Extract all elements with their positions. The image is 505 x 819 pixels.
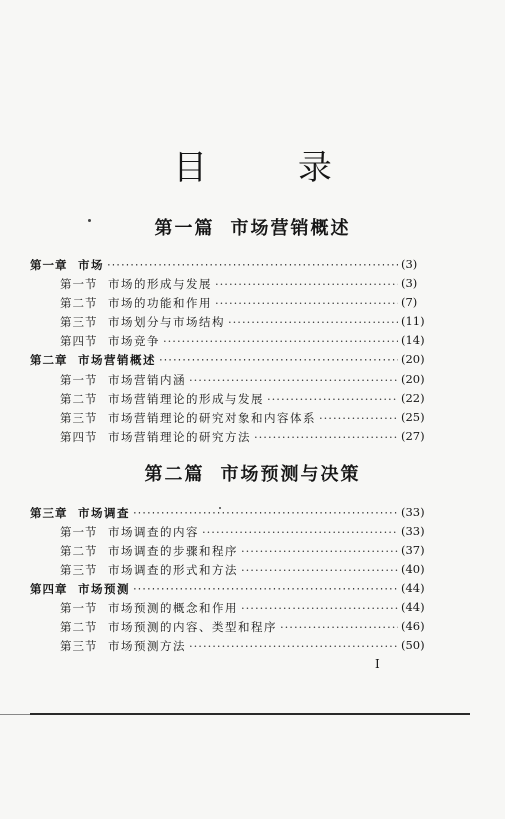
page-number: (11) <box>401 314 425 328</box>
page-number: (44) <box>401 581 425 595</box>
toc-section-entry[interactable] <box>60 600 401 616</box>
page-number: (27) <box>401 429 425 443</box>
section-number: 第二节 <box>60 296 98 310</box>
toc-section-entry[interactable] <box>60 276 401 292</box>
dot-leader <box>228 315 398 329</box>
page-number: (50) <box>401 638 425 652</box>
page-number: (14) <box>401 333 425 347</box>
dot-leader <box>215 277 398 291</box>
section-number: 第三节 <box>60 639 98 653</box>
toc-section-entry[interactable] <box>60 314 401 330</box>
section-number: 第三节 <box>60 315 98 329</box>
section-number: 第二节 <box>60 544 98 558</box>
section-number: 第三节 <box>60 411 98 425</box>
section-number: 第一节 <box>60 373 98 387</box>
section-number: 第一节 <box>60 601 98 615</box>
page-number: (20) <box>401 372 425 386</box>
bottom-rule <box>30 713 470 715</box>
page-title: 目 录 <box>173 148 372 188</box>
part-title: 市场营销概述 <box>230 218 351 239</box>
section-title: 市场竞争 <box>108 334 160 348</box>
section-title: 市场调查的步骤和程序 <box>108 544 238 558</box>
section-number: 第四节 <box>60 430 98 444</box>
dot-leader <box>254 430 398 444</box>
section-number: 第四节 <box>60 334 98 348</box>
section-title: 市场调查的内容 <box>108 525 199 539</box>
dot-leader <box>241 544 398 558</box>
scan-speck <box>88 219 91 222</box>
section-title: 市场预测方法 <box>108 639 186 653</box>
chapter-title: 市场调查 <box>78 506 130 520</box>
dot-leader <box>241 563 398 577</box>
section-title: 市场调查的形式和方法 <box>108 563 238 577</box>
dot-leader <box>267 392 398 406</box>
section-number: 第一节 <box>60 525 98 539</box>
dot-leader <box>202 525 398 539</box>
part-number: 第二篇 <box>144 464 205 485</box>
toc-section-entry[interactable] <box>60 372 401 388</box>
toc-chapter-entry[interactable] <box>30 352 401 368</box>
bottom-rule-left <box>0 714 30 715</box>
page-number: (33) <box>401 505 425 519</box>
dot-leader <box>189 373 398 387</box>
chapter-number: 第三章 <box>30 506 68 520</box>
dot-leader <box>280 620 398 634</box>
chapter-title: 市场预测 <box>78 582 130 596</box>
section-title: 市场划分与市场结构 <box>108 315 225 329</box>
chapter-title: 市场营销概述 <box>78 353 156 367</box>
page-number: (7) <box>401 295 418 309</box>
section-number: 第三节 <box>60 563 98 577</box>
dot-leader <box>133 582 398 596</box>
page-number: (37) <box>401 543 425 557</box>
section-title: 市场预测的概念和作用 <box>108 601 238 615</box>
page-number: (46) <box>401 619 425 633</box>
chapter-title: 市场 <box>78 258 104 272</box>
dot-leader <box>189 639 398 653</box>
section-number: 第一节 <box>60 277 98 291</box>
chapter-number: 第二章 <box>30 353 68 367</box>
section-title: 市场营销理论的研究方法 <box>108 430 251 444</box>
toc-section-entry[interactable] <box>60 562 401 578</box>
toc-chapter-entry[interactable] <box>30 505 401 521</box>
chapter-number: 第一章 <box>30 258 68 272</box>
section-title: 市场的形成与发展 <box>108 277 212 291</box>
dot-leader <box>159 353 398 367</box>
part-title: 市场预测与决策 <box>220 464 361 485</box>
part-heading-2 <box>0 460 505 486</box>
dot-leader <box>241 601 398 615</box>
toc-section-entry[interactable] <box>60 410 401 426</box>
toc-section-entry[interactable] <box>60 638 401 654</box>
page-number: (20) <box>401 352 425 366</box>
section-title: 市场预测的内容、类型和程序 <box>108 620 277 634</box>
page-number: (22) <box>401 391 425 405</box>
toc-section-entry[interactable] <box>60 333 401 349</box>
page-number: (3) <box>401 276 418 290</box>
page-number: (44) <box>401 600 425 614</box>
dot-leader <box>163 334 398 348</box>
section-title: 市场营销内涵 <box>108 373 186 387</box>
page-number: (33) <box>401 524 425 538</box>
toc-section-entry[interactable] <box>60 391 401 407</box>
part-heading-1 <box>0 214 505 240</box>
toc-chapter-entry[interactable] <box>30 581 401 597</box>
toc-section-entry[interactable] <box>60 429 401 445</box>
dot-leader <box>215 296 398 310</box>
folio-page-number: I <box>375 657 380 671</box>
section-title: 市场的功能和作用 <box>108 296 212 310</box>
dot-leader <box>319 411 398 425</box>
page-number: (3) <box>401 257 418 271</box>
dot-leader <box>107 258 398 272</box>
toc-chapter-entry[interactable] <box>30 257 401 273</box>
part-number: 第一篇 <box>154 218 215 239</box>
dot-leader <box>133 506 398 520</box>
page-number: (25) <box>401 410 425 424</box>
page-number: (40) <box>401 562 425 576</box>
section-title: 市场营销理论的研究对象和内容体系 <box>108 411 316 425</box>
toc-section-entry[interactable] <box>60 524 401 540</box>
toc-section-entry[interactable] <box>60 295 401 311</box>
section-number: 第二节 <box>60 392 98 406</box>
chapter-number: 第四章 <box>30 582 68 596</box>
scan-speck <box>219 507 221 509</box>
section-title: 市场营销理论的形成与发展 <box>108 392 264 406</box>
section-number: 第二节 <box>60 620 98 634</box>
toc-section-entry[interactable] <box>60 619 401 635</box>
toc-section-entry[interactable] <box>60 543 401 559</box>
